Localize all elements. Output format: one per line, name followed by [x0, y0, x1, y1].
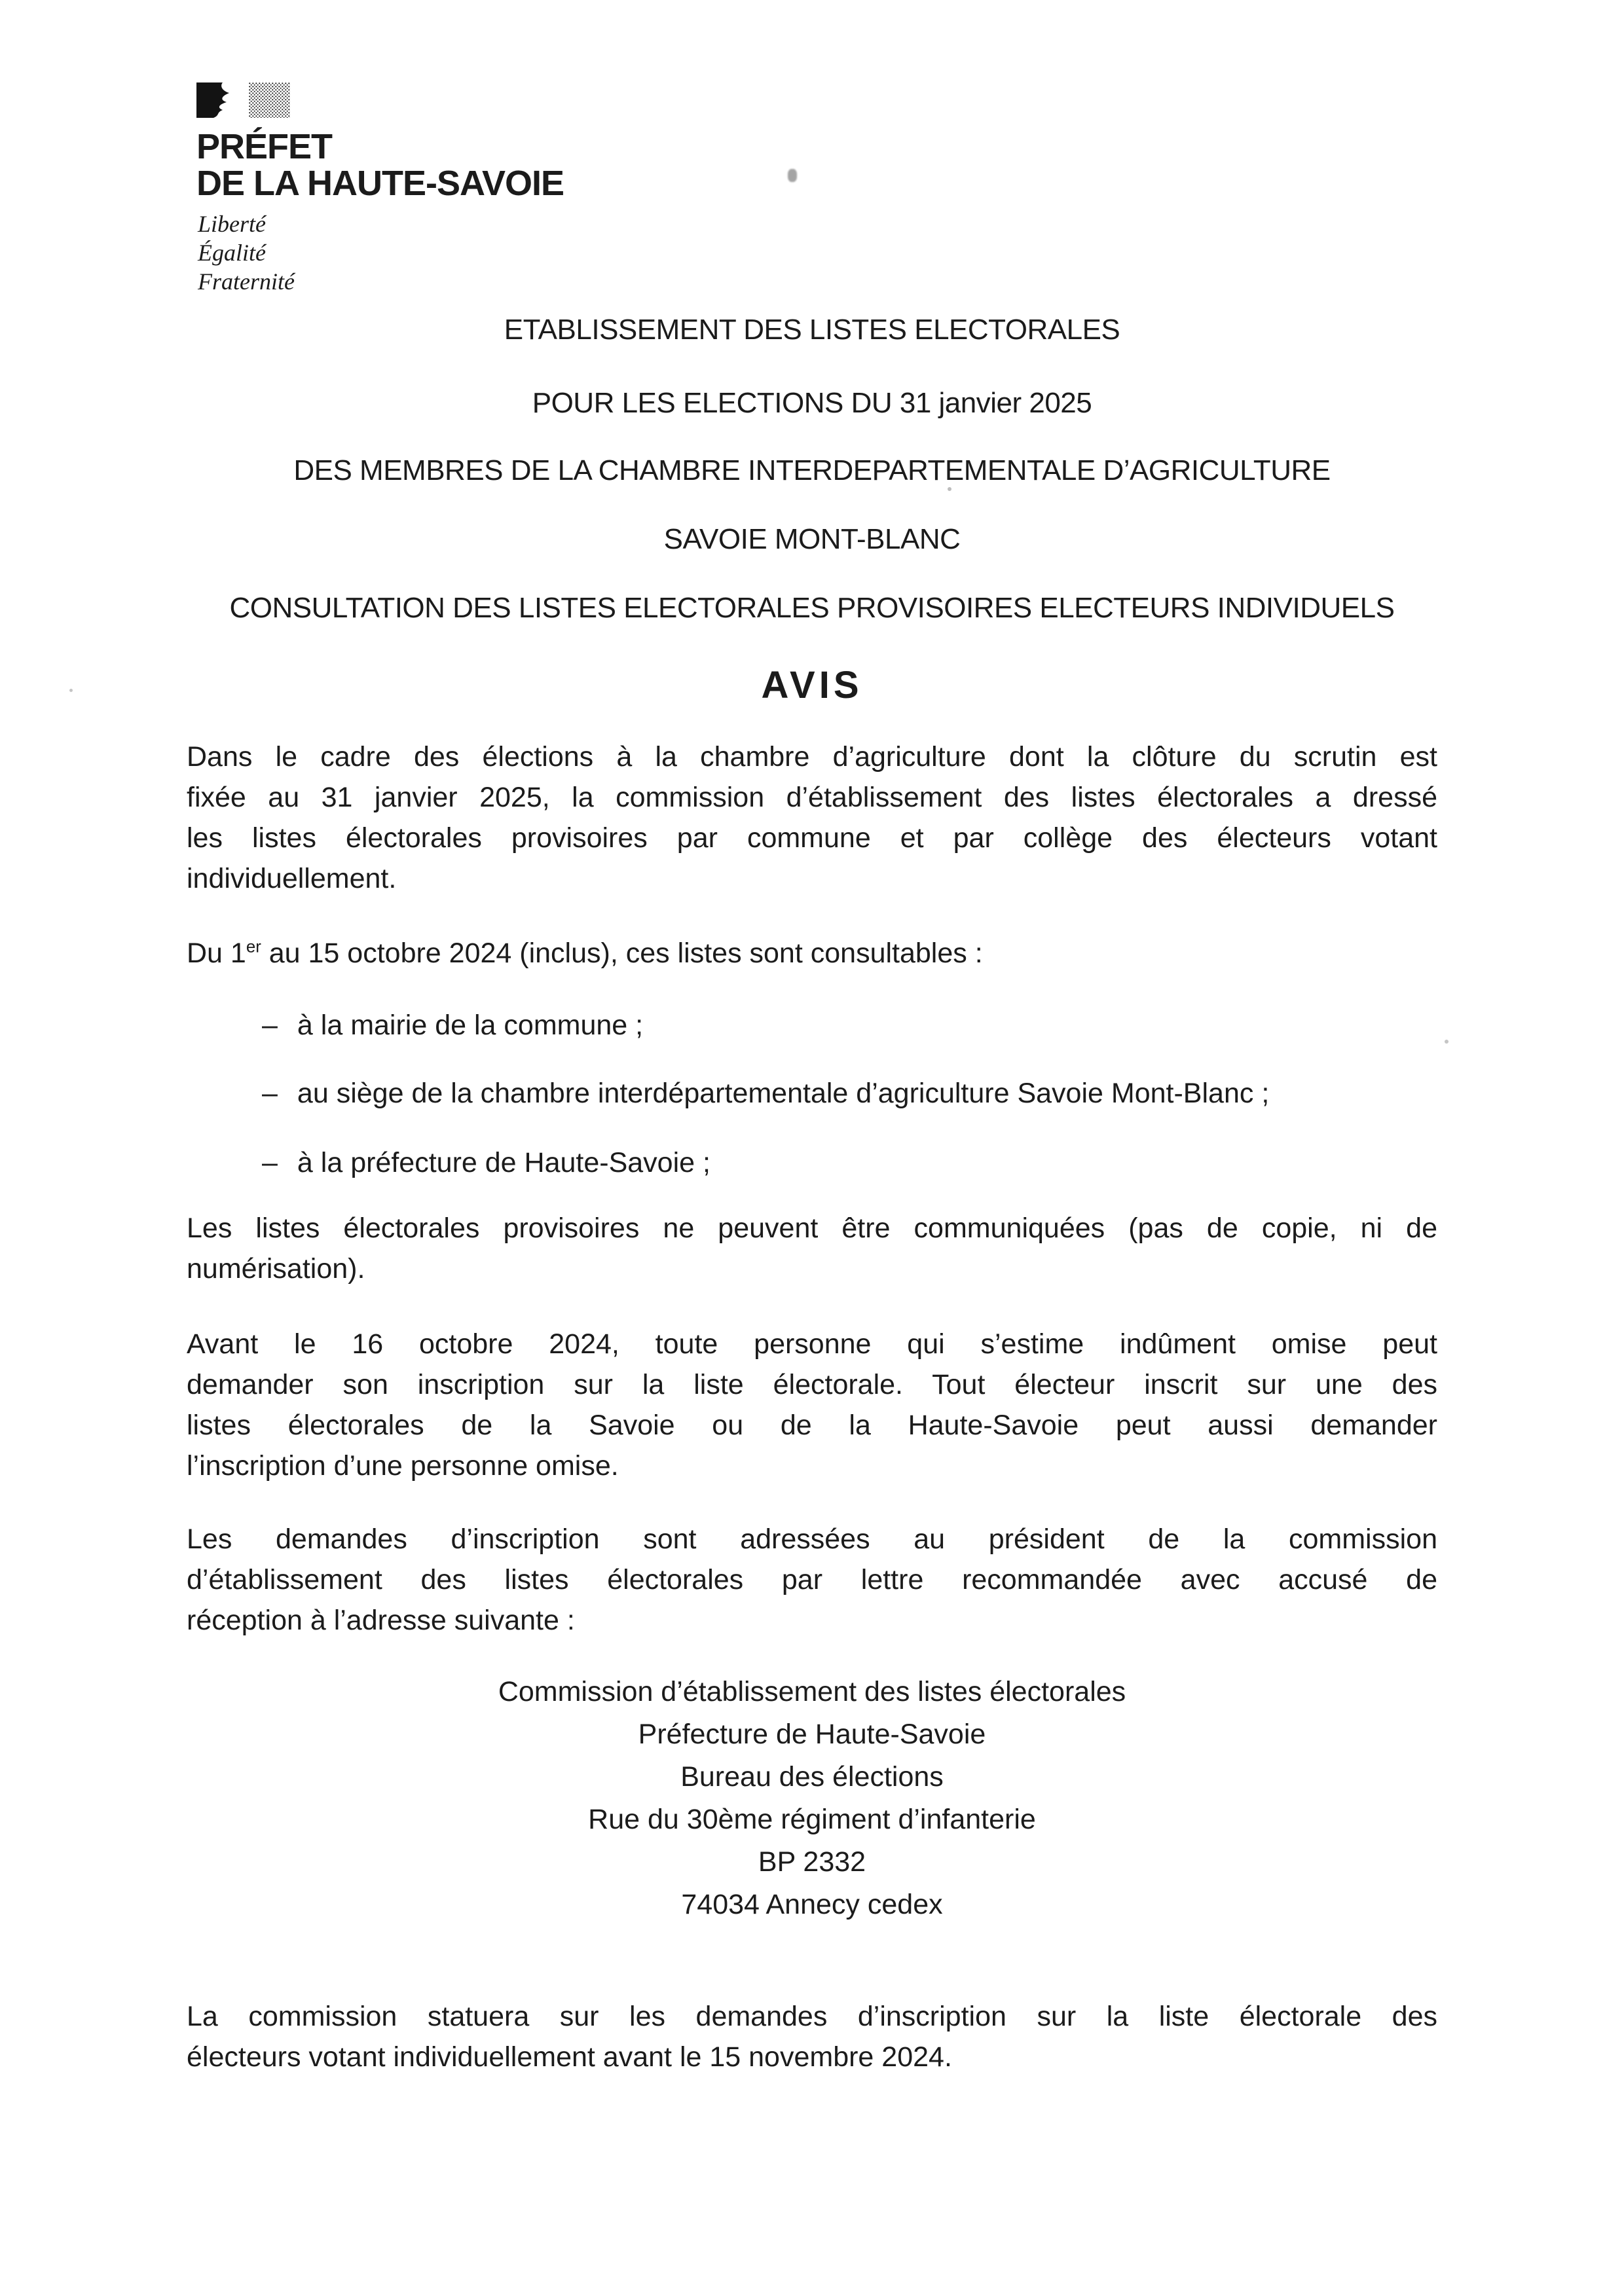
motto-line-liberte: Liberté: [198, 211, 266, 237]
document-title-line-4: SAVOIE MONT-BLANC: [663, 523, 961, 555]
paragraph-line: listes électorales de la Savoie ou de la Haute-Savoie peut aussi demander: [187, 1410, 1437, 1441]
paragraph-line: individuellement.: [187, 863, 397, 894]
paragraph-line: électeurs votant individuellement avant le 15 novembre 2024.: [187, 2041, 952, 2073]
marianne-logo-icon: [196, 82, 290, 118]
dash-marker: –: [262, 1078, 278, 1109]
paragraph-text: au 15 octobre 2024 (inclus), ces listes sont consultables :: [261, 938, 983, 969]
paragraph-line: réception à l’adresse suivante :: [187, 1605, 575, 1636]
paragraph-line: les listes électorales provisoires par commune et par collège des électeurs votant: [187, 822, 1437, 854]
ordinal-superscript: er: [246, 938, 261, 957]
address-line-rue: Rue du 30ème régiment d’infanterie: [588, 1804, 1036, 1835]
bullet-label: à la préfecture de Haute-Savoie ;: [297, 1147, 710, 1178]
prefet-title: PRÉFET: [196, 127, 333, 166]
address-block: [0, 1671, 1624, 1926]
document-title-line-3: DES MEMBRES DE LA CHAMBRE INTERDEPARTEMENTALE D’AGRICULTURE: [293, 454, 1331, 486]
address-line-bureau: Bureau des élections: [680, 1761, 944, 1793]
scan-artifact: [948, 487, 951, 491]
paragraph-line: fixée au 31 janvier 2025, la commission d’établissement des listes électorales a dressé: [187, 782, 1437, 813]
dash-marker: –: [262, 1147, 278, 1178]
departement-title: DE LA HAUTE-SAVOIE: [196, 164, 564, 203]
paragraph-decision: [187, 1996, 1437, 2077]
paragraph-intro: [187, 737, 1437, 899]
address-line-prefecture: Préfecture de Haute-Savoie: [638, 1719, 986, 1750]
document-title-line-5: CONSULTATION DES LISTES ELECTORALES PROVISOIRES ELECTEURS INDIVIDUELS: [229, 592, 1395, 624]
bullet-item-mairie: [262, 1005, 1441, 1046]
paragraph-inscription-rights: [187, 1324, 1437, 1486]
paragraph-line: Les demandes d’inscription sont adressées au président de la commission: [187, 1523, 1437, 1555]
paragraph-line: La commission statuera sur les demandes d’inscription sur la liste électorale des: [187, 2001, 1437, 2032]
paragraph-line: Avant le 16 octobre 2024, toute personne qui s’estime indûment omise peut: [187, 1328, 1437, 1360]
bullet-label: au siège de la chambre interdépartementale d’agriculture Savoie Mont-Blanc ;: [297, 1078, 1270, 1109]
notice-heading: AVIS: [761, 664, 863, 706]
paragraph-line: numérisation).: [187, 1253, 365, 1285]
document-title-line-1: ETABLISSEMENT DES LISTES ELECTORALES: [504, 314, 1120, 346]
address-line-commission: Commission d’établissement des listes électorales: [498, 1676, 1126, 1707]
republic-motto: [198, 210, 295, 296]
paragraph-line: Les listes électorales provisoires ne peuvent être communiquées (pas de copie, ni de: [187, 1212, 1437, 1244]
document-title-line-2: POUR LES ELECTIONS DU 31 janvier 2025: [532, 387, 1092, 419]
paragraph-line: demander son inscription sur la liste électorale. Tout électeur inscrit sur une des: [187, 1369, 1437, 1400]
address-line-ville: 74034 Annecy cedex: [681, 1889, 943, 1920]
paragraph-no-copy: [187, 1208, 1437, 1289]
bullet-label: à la mairie de la commune ;: [297, 1010, 644, 1041]
motto-line-fraternite: Fraternité: [198, 268, 295, 295]
paragraph-line: d’établissement des listes électorales par lettre recommandée avec accusé de: [187, 1564, 1437, 1595]
scan-artifact: [1445, 1040, 1449, 1044]
motto-line-egalite: Égalité: [198, 240, 266, 266]
paragraph-demandes-adresse: [187, 1519, 1437, 1641]
scan-artifact: [788, 169, 797, 182]
paragraph-line: l’inscription d’une personne omise.: [187, 1450, 619, 1482]
bullet-item-chambre: [262, 1073, 1441, 1114]
address-line-bp: BP 2332: [758, 1846, 866, 1878]
bullet-item-prefecture: [262, 1142, 1441, 1183]
paragraph-text: Du 1: [187, 938, 246, 969]
scan-artifact: [69, 689, 73, 692]
dash-marker: –: [262, 1010, 278, 1041]
paragraph-consultation-dates: [187, 933, 1437, 974]
paragraph-line: Dans le cadre des élections à la chambre d’agriculture dont la clôture du scrutin est: [187, 741, 1437, 773]
